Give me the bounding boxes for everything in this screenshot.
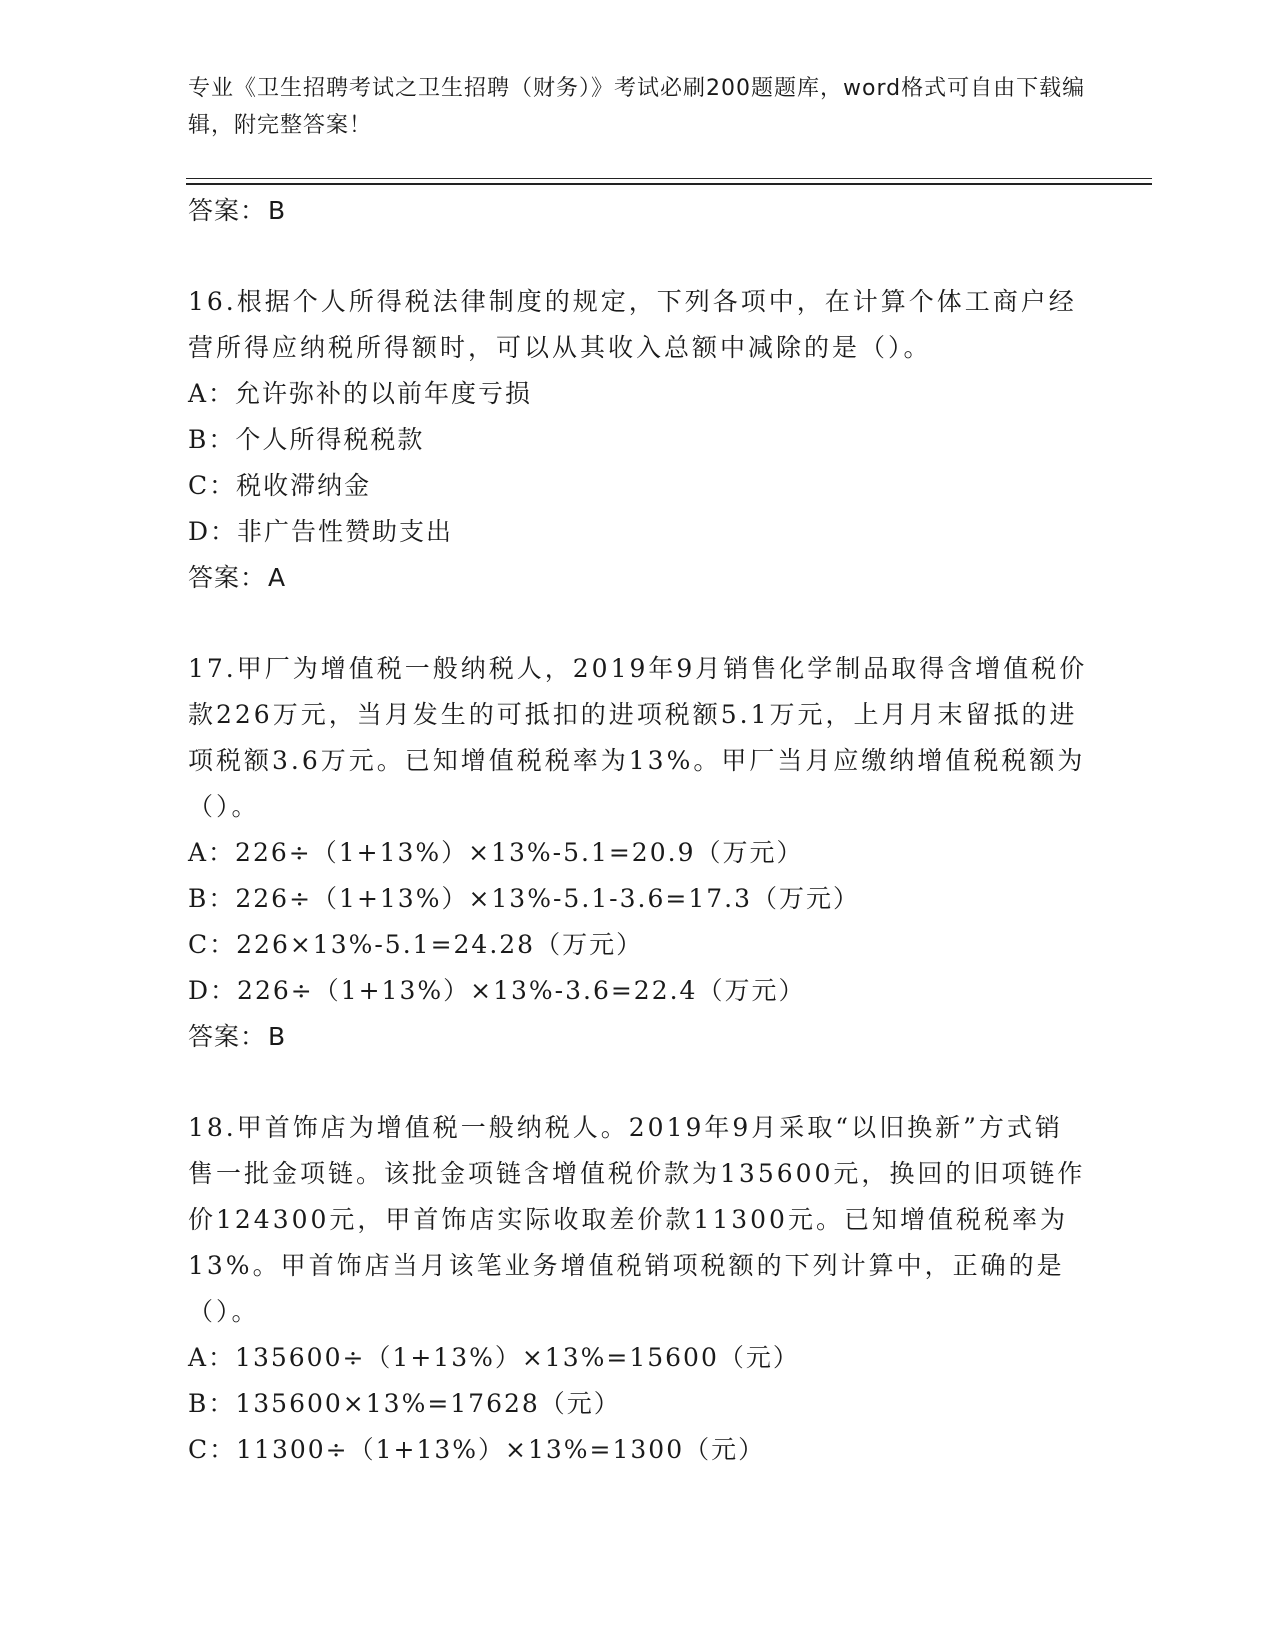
header-divider-thin [186,178,1152,179]
option-b: B：135600×13%=17628（元） [188,1389,621,1418]
header-text: 专业《卫生招聘考试之卫生招聘（财务）》考试必刷200题题库，word格式可自由下载编辑，附完整答案！ [188,76,1086,138]
option-c: C：税收滞纳金 [188,471,372,500]
header-divider-thick [186,183,1152,185]
question-list [188,188,1088,1473]
answer-value: A [268,563,287,592]
question-stem: 18.甲首饰店为增值税一般纳税人。2019年9月采取“以旧换新”方式销售一批金项链。该批金项链含增值税价款为135600元，换回的旧项链作价124300元，甲首饰店实际收取差价款11300元。已知增值税税率为13%。甲首饰店当月该笔业务增值税销项税额的下列计算中，正确的是（）。 [188,1113,1086,1326]
option-a: A：允许弥补的以前年度亏损 [188,379,533,408]
question-stem: 17.甲厂为增值税一般纳税人，2019年9月销售化学制品取得含增值税价款226万元，当月发生的可抵扣的进项税额5.1万元，上月月末留抵的进项税额3.6万元。已知增值税税率为13%。甲厂当月应缴纳增值税税额为（）。 [188,654,1088,821]
answer-value: B [268,1022,287,1051]
answer-label: 答案： [188,1022,267,1051]
answer-label: 答案： [188,563,267,592]
document-header [188,70,1088,144]
question-stem: 16.根据个人所得税法律制度的规定，下列各项中，在计算个体工商户经营所得应纳税所得额时，可以从其收入总额中减除的是（）。 [188,287,1077,362]
question-17 [188,646,1088,1060]
answer-label: 答案： [188,196,267,225]
option-b: B：个人所得税税款 [188,425,425,454]
question-answer [188,555,1088,601]
option-c: C：226×13%-5.1=24.28（万元） [188,930,644,959]
question-18 [188,1105,1088,1473]
option-d: D：非广告性赞助支出 [188,517,454,546]
question-answer [188,1014,1088,1060]
option-a: A：135600÷（1+13%）×13%=15600（元） [188,1343,800,1372]
option-c: C：11300÷（1+13%）×13%=1300（元） [188,1435,766,1464]
previous-answer [188,188,1088,234]
option-a: A：226÷（1+13%）×13%-5.1=20.9（万元） [188,838,804,867]
option-b: B：226÷（1+13%）×13%-5.1-3.6=17.3（万元） [188,884,860,913]
question-16 [188,279,1088,601]
answer-value: B [268,196,287,225]
option-d: D：226÷（1+13%）×13%-3.6=22.4（万元） [188,976,806,1005]
